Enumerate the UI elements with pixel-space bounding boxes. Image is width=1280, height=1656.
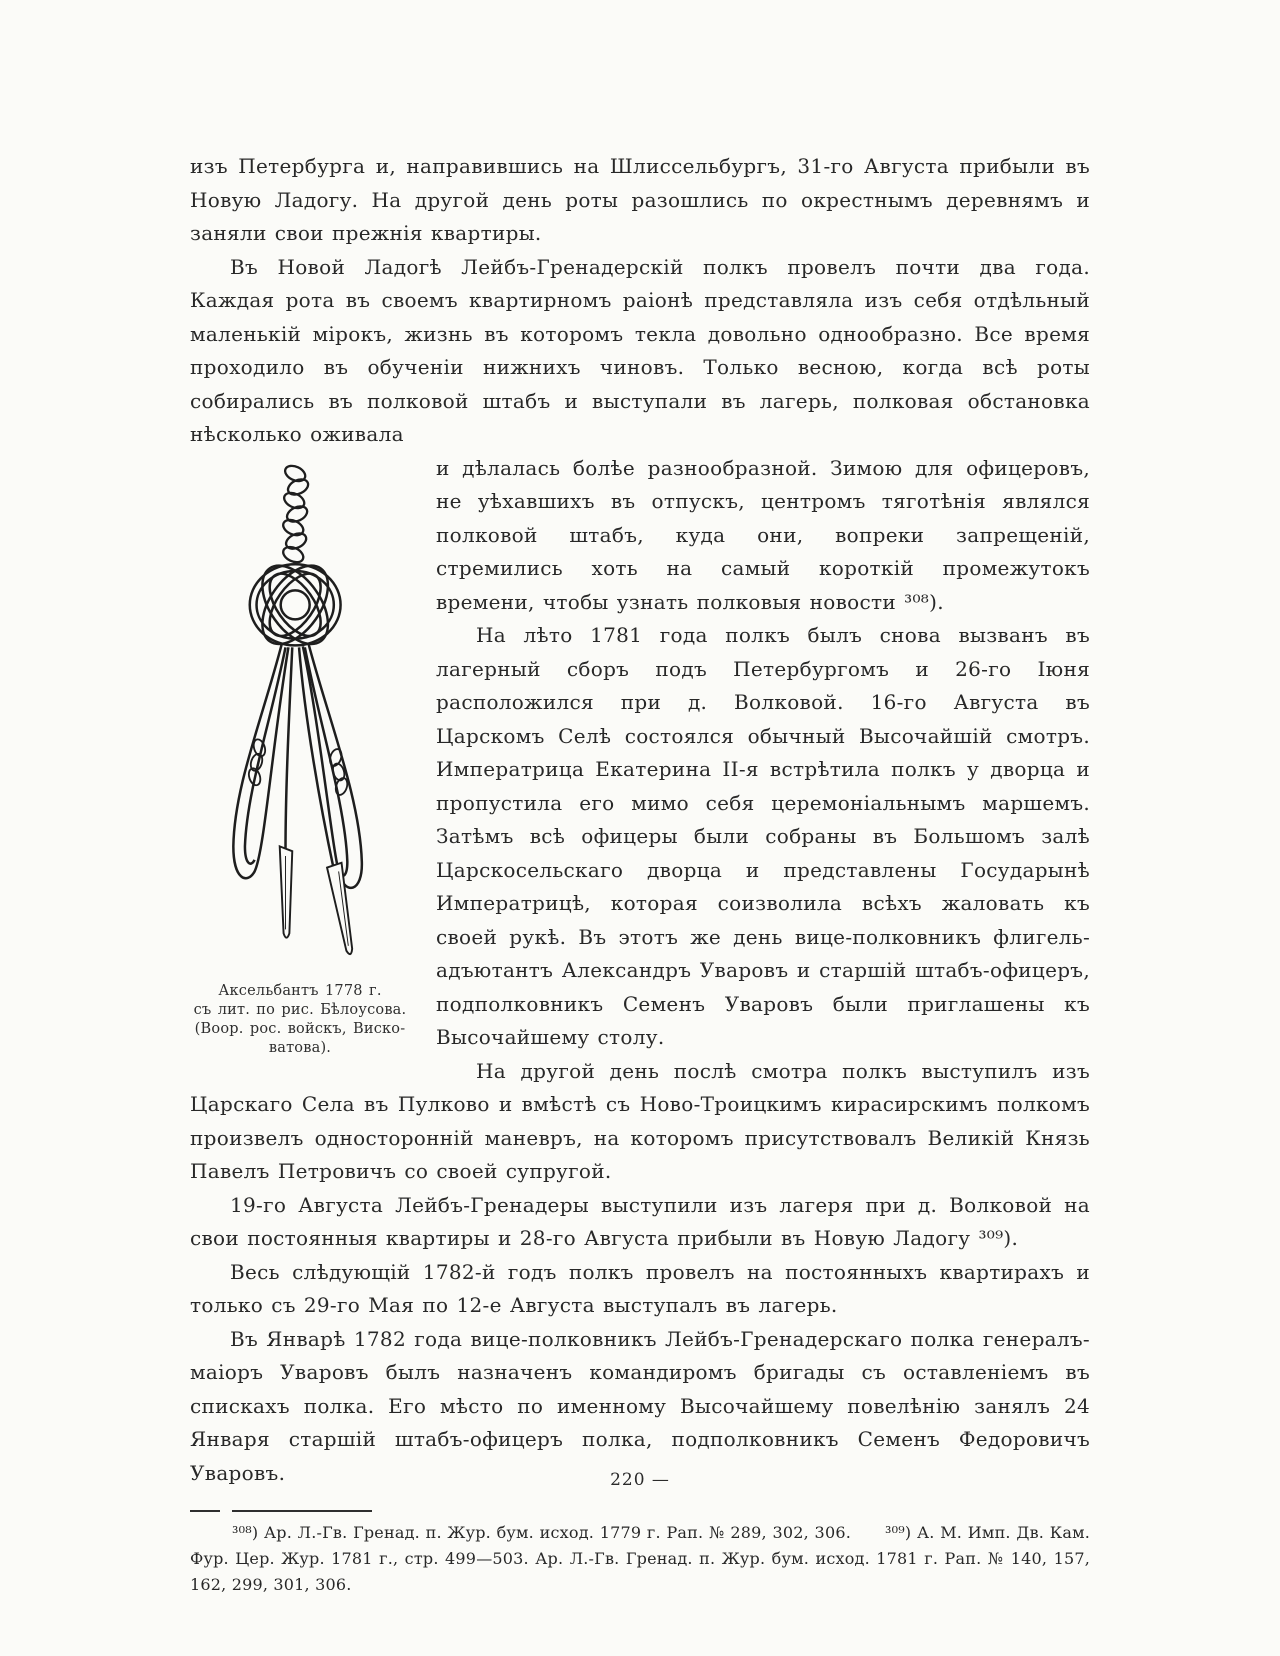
aiguillette-illustration <box>197 458 403 970</box>
paragraph: 19-го Августа Лейбъ-Гренадеры выступили изъ лагеря при д. Волковой на свои постоянныя квартиры и 28-го Августа прибыли въ Новую Ладогу ³⁰⁹). <box>190 1192 1090 1250</box>
paragraph-continuation: изъ Петербурга и, направившись на Шлиссельбургъ, 31-го Августа прибыли въ Новую Ладогу. На другой день роты разошлись по окрестнымъ деревнямъ и заняли свои прежнія квартиры. <box>190 154 1090 245</box>
paragraph-wrapped: и дѣлалась болѣе разнообразной. Зимою для офицеровъ, не уѣхавшихъ въ отпускъ, центромъ тяготѣнія являлся полковой штабъ, куда они, вопреки запрещеній, стремились хоть на самый короткій промежутокъ времени, чтобы узнать полковыя новости ³⁰⁸). <box>436 455 1090 614</box>
text-column <box>190 150 1090 1490</box>
page-number: 220 — <box>610 1470 670 1490</box>
paragraph: Въ Новой Ладогѣ Лейбъ-Гренадерскій полкъ провелъ почти два года. Каждая рота въ своемъ квартирномъ раіонѣ представляла изъ себя отдѣльный маленькій мірокъ, жизнь въ которомъ текла довольно однообразно. Все время проходило въ обученіи нижнихъ чиновъ. Только весною, когда всѣ роты собирались въ полковой штабъ и выступали въ лагерь, полковая обстановка нѣсколько оживала <box>190 254 1090 446</box>
paragraph: Въ Январѣ 1782 года вице-полковникъ Лейбъ-Гренадерскаго полка генералъ-маіоръ Уваровъ былъ назначенъ командиромъ бригады съ оставленіемъ въ спискахъ полка. Его мѣсто по именному Высочайшему повелѣнію занялъ 24 Января старшій штабъ-офицеръ полка, подполковникъ Семенъ Федоровичъ Уваровъ. <box>190 1326 1090 1485</box>
footnote-rule-dash <box>190 1510 220 1512</box>
figure-caption-line: (Воор. рос. войскъ, Виско- <box>194 1020 406 1037</box>
figure-caption <box>190 982 410 1058</box>
footnote-text <box>190 1520 1090 1598</box>
footnote-308: ³⁰⁸) Ар. Л.-Гв. Гренад. п. Жур. бум. исход. 1779 г. Рап. № 289, 302, 306. <box>232 1523 851 1542</box>
figure-caption-line: ватова). <box>268 1039 332 1056</box>
figure-caption-line: Аксельбантъ 1778 г. <box>218 982 382 999</box>
footnote-rule-line <box>232 1510 372 1512</box>
footnote-309: ³⁰⁹) А. М. Имп. Дв. Кам. Фур. Цер. Жур. 1781 г., стр. 499—503. Ар. Л.-Гв. Гренад. п. Жур. бум. исход. 1781 г. Рап. № 140, 157, 162, 299, 301, 306. <box>190 1523 1091 1594</box>
footnotes <box>190 1520 1090 1598</box>
paragraph: На лѣто 1781 года полкъ былъ снова вызванъ въ лагерный сборъ подъ Петербургомъ и 26-го Іюня расположился при д. Волковой. 16-го Августа въ Царскомъ Селѣ состоялся обычный Высочайшій смотръ. Императрица Екатерина II-я встрѣтила полкъ у дворца и пропустила его мимо себя церемоніальнымъ маршемъ. Затѣмъ всѣ офицеры были собраны въ Большомъ залѣ Царскосельскаго дворца и представлены Государынѣ Императрицѣ, которая соизволила всѣхъ жаловать къ своей рукѣ. Въ этотъ же день вице-полковникъ флигель-адъютантъ Александръ Уваровъ и старшій штабъ-офицеръ, подполковникъ Семенъ Уваровъ были приглашены къ Высочайшему столу. <box>436 623 1090 1049</box>
footnote-separator <box>190 1510 1090 1512</box>
paragraph: На другой день послѣ смотра полкъ выступилъ изъ Царскаго Села въ Пулково и вмѣстѣ съ Ново-Троицкимъ кирасирскимъ полкомъ произвелъ односторонній маневръ, на которомъ присутствовалъ Великій Князь Павелъ Петровичъ со своей супругой. <box>190 1058 1090 1183</box>
figure-caption-line: съ лит. по рис. Бѣлоусова. <box>193 1001 407 1018</box>
paragraph: Весь слѣдующій 1782-й годъ полкъ провелъ на постоянныхъ квартирахъ и только съ 29-го Мая по 12-е Августа выступалъ въ лагерь. <box>190 1259 1090 1317</box>
aiguillette-figure <box>190 458 410 1058</box>
